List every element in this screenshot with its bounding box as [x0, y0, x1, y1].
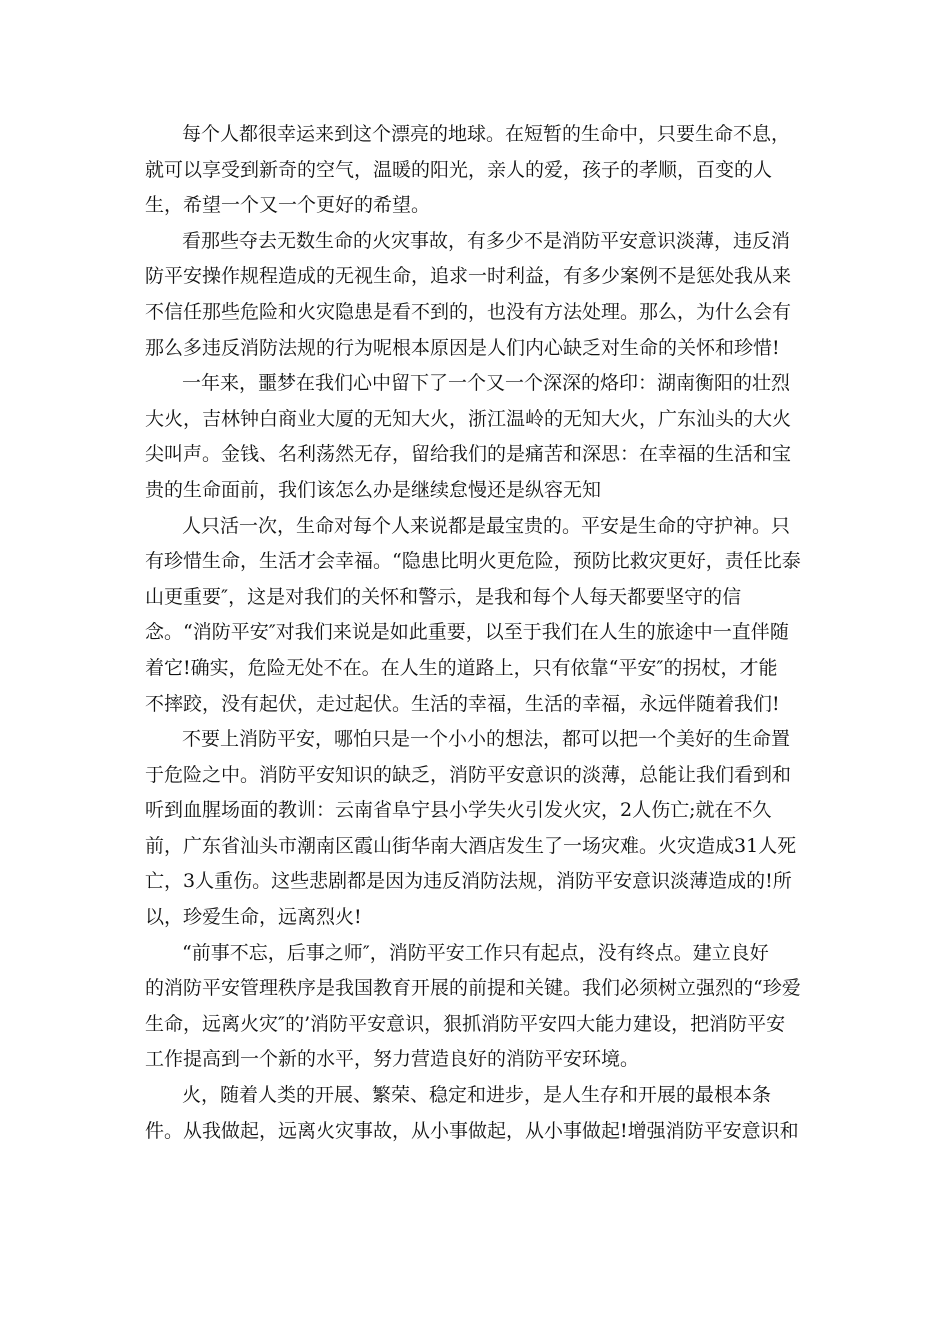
paragraph-4: [145, 509, 810, 723]
text-line: 听到血腥场面的教训：云南省阜宁县小学失火引发火灾，2人伤亡;就在不久: [145, 799, 772, 822]
paragraph-3: [145, 366, 810, 508]
text-line: 不摔跤，没有起伏，走过起伏。生活的幸福，生活的幸福，永远伴随着我们!: [145, 692, 780, 715]
text-line: 贵的生命面前，我们该怎么办是继续怠慢还是纵容无知: [145, 478, 602, 501]
text-line: 就可以享受到新奇的空气，温暖的阳光，亲人的爱，孩子的孝顺，百变的人: [145, 158, 773, 181]
text-line: 前，广东省汕头市潮南区霞山街华南大酒店发生了一场灾难。火灾造成31人死: [145, 834, 797, 857]
paragraph-7: [145, 1078, 810, 1149]
text-line: 念。“消防平安″对我们来说是如此重要，以至于我们在人生的旅途中一直伴随: [145, 621, 789, 644]
text-line: 尖叫声。金钱、名利荡然无存，留给我们的是痛苦和深思：在幸福的生活和宝: [145, 443, 792, 466]
text-line: 人只活一次，生命对每个人来说都是最宝贵的。平安是生命的守护神。只: [182, 514, 791, 537]
text-line: 看那些夺去无数生命的火灾事故，有多少不是消防平安意识淡薄，违反消: [182, 229, 791, 252]
text-line: 防平安操作规程造成的无视生命，追求一时利益，有多少案例不是惩处我从来: [145, 265, 792, 288]
text-line: 山更重要″，这是对我们的关怀和警示，是我和每个人每天都要坚守的信: [145, 585, 742, 608]
text-line: 生，希望一个又一个更好的希望。: [145, 194, 431, 217]
text-line: 件。从我做起，远离火灾事故，从小事做起，从小事做起!增强消防平安意识和: [145, 1119, 799, 1142]
text-line: 一年来，噩梦在我们心中留下了一个又一个深深的烙印：湖南衡阳的壮烈: [182, 372, 791, 395]
document-body: [145, 117, 810, 1149]
text-line: 工作提高到一个新的水平，努力营造良好的消防平安环境。: [145, 1048, 640, 1071]
paragraph-6: [145, 936, 810, 1078]
text-line: 生命，远离火灾″的’消防平安意识，狠抓消防平安四大能力建设，把消防平安: [145, 1012, 786, 1035]
text-line: 有珍惜生命，生活才会幸福。“隐患比明火更危险，预防比救灾更好，责任比泰: [145, 550, 801, 573]
paragraph-5: [145, 722, 810, 936]
paragraph-1: [145, 117, 810, 224]
text-line: 不要上消防平安，哪怕只是一个小小的想法，都可以把一个美好的生命置: [182, 728, 791, 751]
text-line: 不信任那些危险和火灾隐患是看不到的，也没有方法处理。那么，为什么会有: [145, 300, 792, 323]
text-line: 以，珍爱生命，远离烈火!: [145, 906, 362, 929]
text-line: 的消防平安管理秩序是我国教育开展的前提和关键。我们必须树立强烈的“珍爱: [145, 977, 801, 1000]
text-line: 每个人都很幸运来到这个漂亮的地球。在短暂的生命中，只要生命不息，: [182, 123, 791, 145]
text-line: 火，随着人类的开展、繁荣、稳定和进步，是人生存和开展的最根本条: [182, 1084, 772, 1107]
text-line: 亡，3人重伤。这些悲剧都是因为违反消防法规，消防平安意识淡薄造成的!所: [145, 870, 792, 893]
paragraph-2: [145, 224, 810, 366]
text-line: 那么多违反消防法规的行为呢根本原因是人们内心缺乏对生命的关怀和珍惜!: [145, 336, 780, 359]
text-line: “前事不忘，后事之师″，消防平安工作只有起点，没有终点。建立良好: [182, 941, 769, 964]
text-line: 于危险之中。消防平安知识的缺乏，消防平安意识的淡薄，总能让我们看到和: [145, 763, 792, 786]
text-line: 着它!确实，危险无处不在。在人生的道路上，只有依靠“平安″的拐杖，才能: [145, 656, 778, 679]
text-line: 大火，吉林钟白商业大厦的无知大火，浙江温岭的无知大火，广东汕头的大火: [145, 407, 792, 430]
